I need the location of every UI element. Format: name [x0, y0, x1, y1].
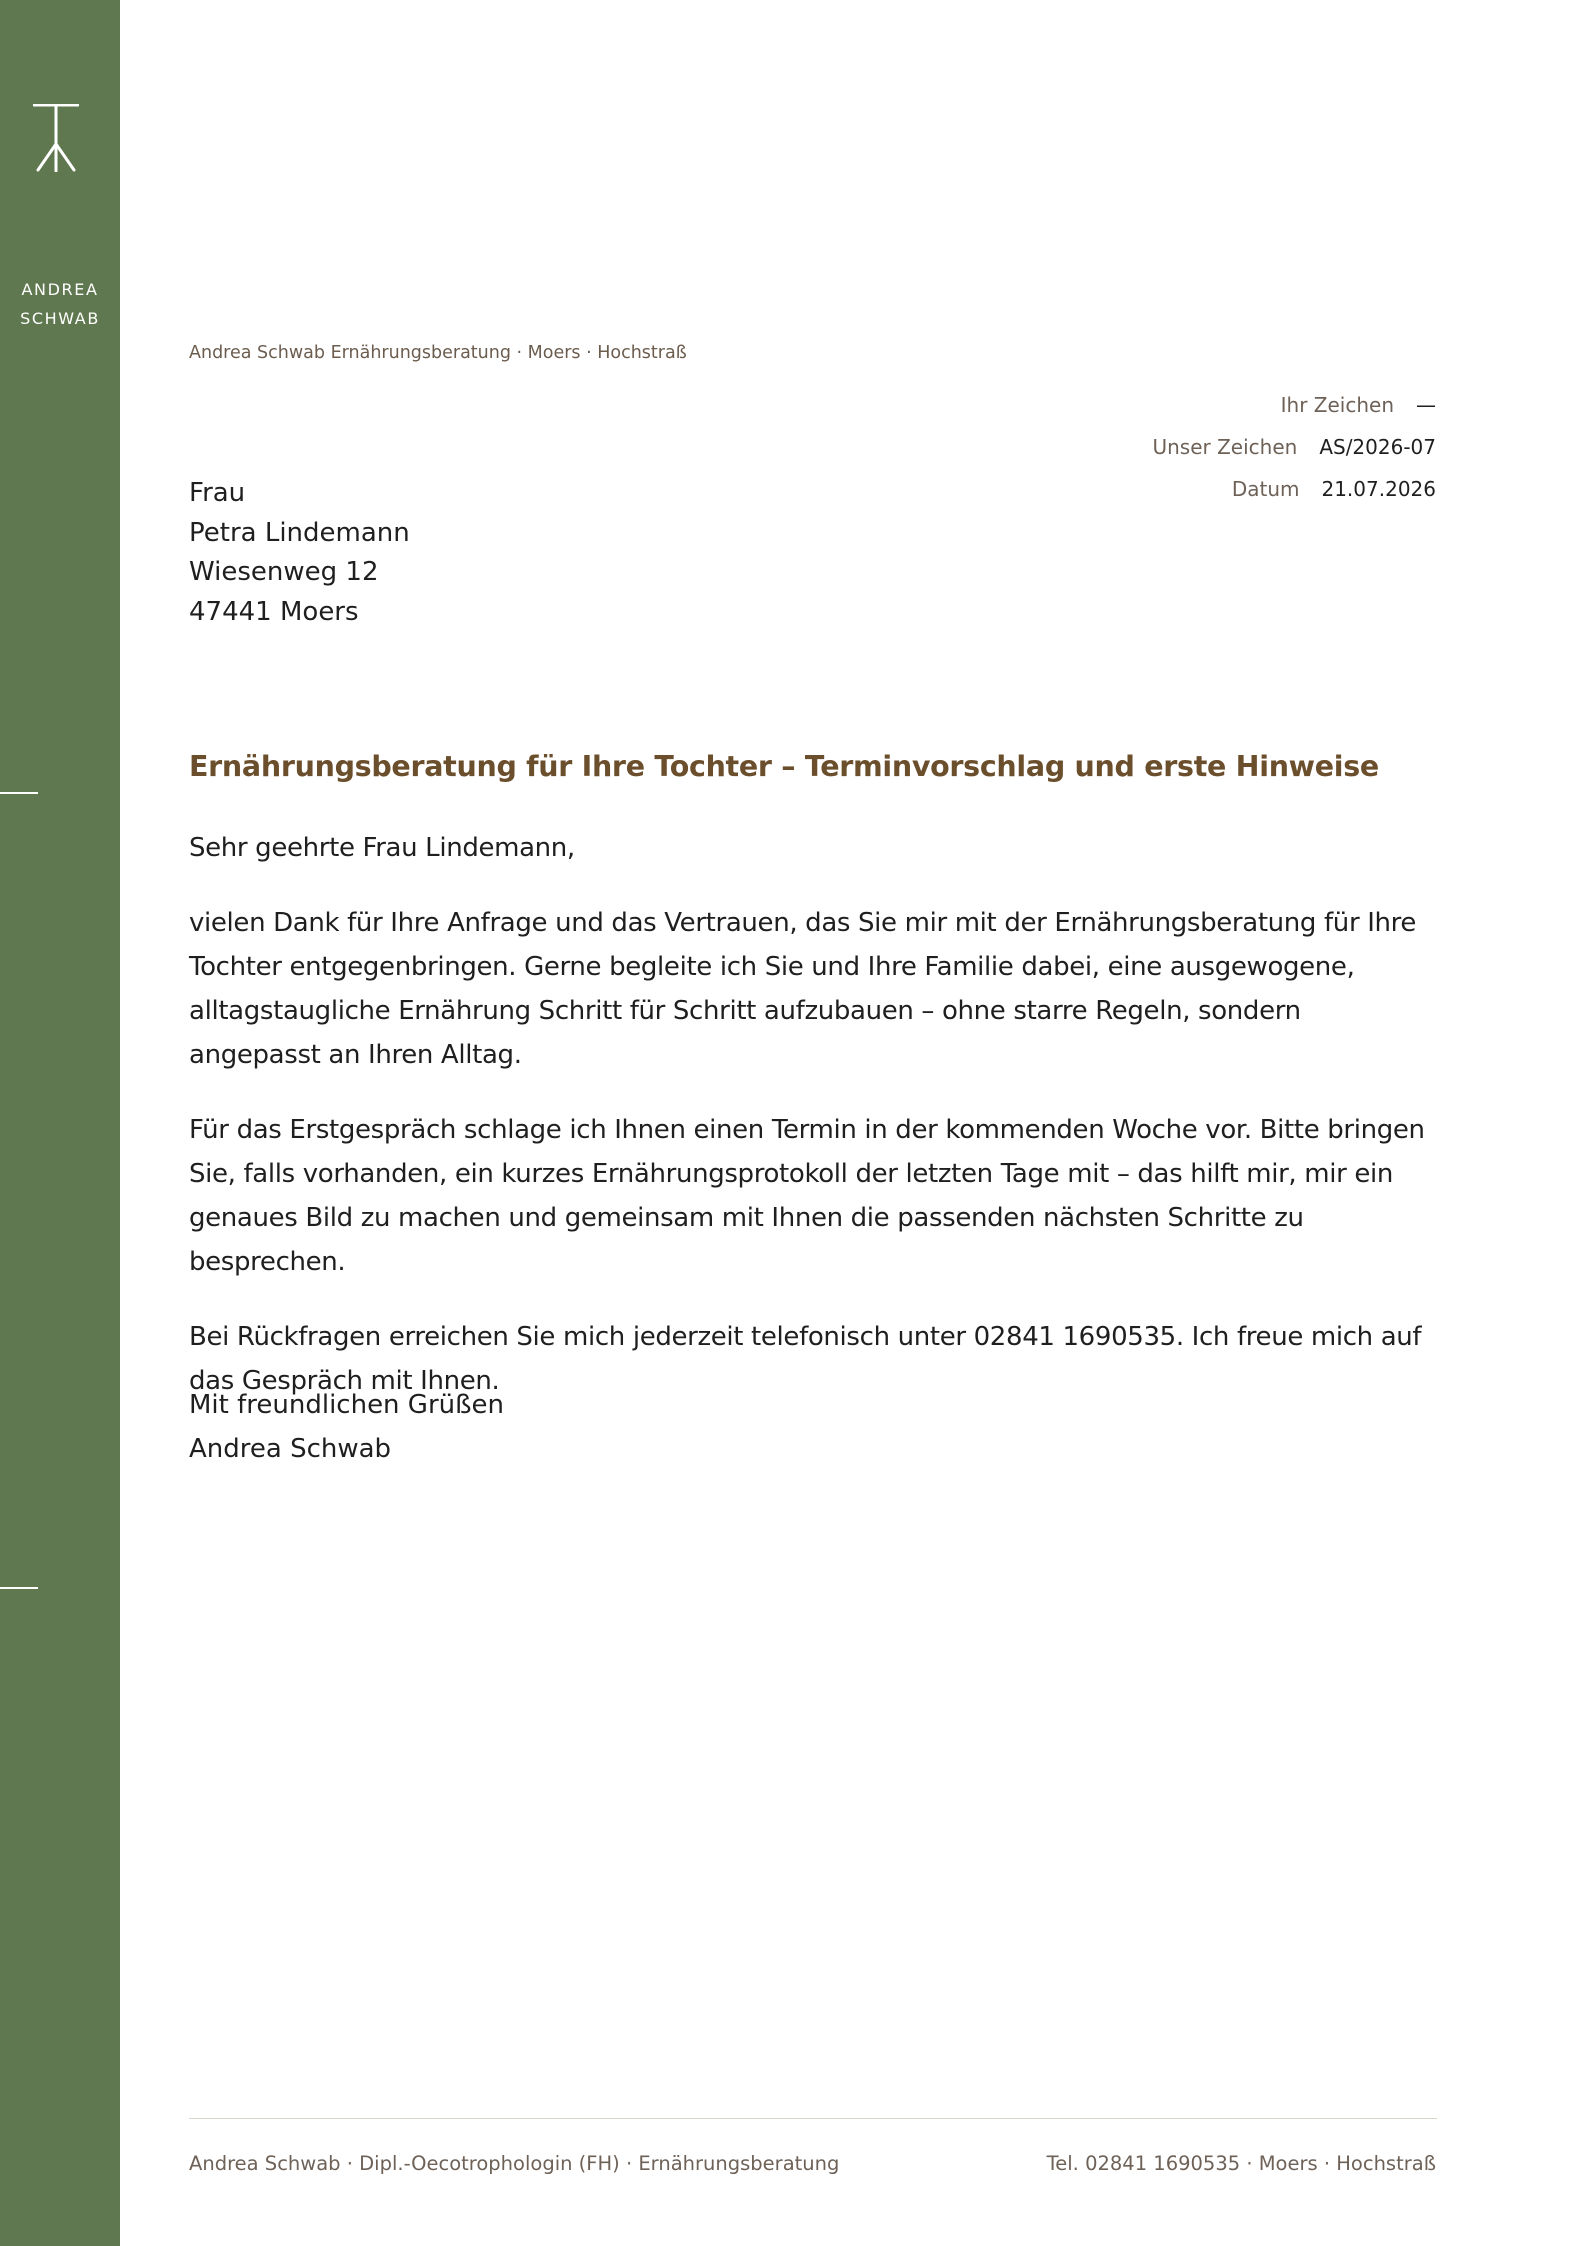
- footer-divider: [189, 2118, 1437, 2119]
- recipient-street: Wiesenweg 12: [189, 557, 379, 587]
- letter-closing: [189, 1383, 504, 1471]
- footer-contact-info: Tel. 02841 1690535 · Moers · Hochstraß: [1046, 2152, 1436, 2175]
- reference-value: AS/2026-07: [1319, 435, 1436, 459]
- sender-return-address: Andrea Schwab Ernährungsberatung · Moers · Hochstraß: [189, 343, 687, 363]
- reference-row-ihr-zeichen: [1152, 384, 1436, 426]
- recipient-name: Petra Lindemann: [189, 517, 410, 548]
- recipient-city: 47441 Moers: [189, 596, 359, 627]
- brand-first-name: ANDREA: [21, 280, 99, 299]
- fold-mark-bottom: [0, 1587, 38, 1589]
- reference-label: Unser Zeichen: [1152, 435, 1298, 459]
- footer-sender-info: Andrea Schwab · Dipl.-Oecotrophologin (FH) · Ernährungsberatung: [189, 2152, 840, 2175]
- recipient-salutation: Frau: [189, 478, 246, 508]
- closing-signature-name: Andrea Schwab: [189, 1434, 392, 1464]
- letter-salutation: Sehr geehrte Frau Lindemann,: [189, 833, 575, 863]
- body-paragraph: Für das Erstgespräch schlage ich Ihnen einen Termin in der kommenden Woche vor. Bitte bringen Sie, falls vorhanden, ein kurzes Ernährungsprotokoll der letzten Tage mit – das hilft mir, mir ein genaues Bild zu machen und gemeinsam mit Ihnen die passenden nächsten Schritte zu besprechen.: [189, 1115, 1425, 1277]
- recipient-address: [189, 474, 410, 632]
- sidebar: [0, 0, 120, 2246]
- reference-row-datum: [1152, 468, 1436, 510]
- letter-subject: Ernährungsberatung für Ihre Tochter – Terminvorschlag und erste Hinweise: [189, 750, 1379, 783]
- letter-body: [189, 826, 1439, 1434]
- closing-greeting: Mit freundlichen Grüßen: [189, 1390, 504, 1420]
- fold-mark-top: [0, 792, 38, 794]
- body-paragraph: vielen Dank für Ihre Anfrage und das Vertrauen, das Sie mir mit der Ernährungsberatung für Ihre Tochter entgegenbringen. Gerne begleite ich Sie und Ihre Familie dabei, eine ausgewogene, alltagstaugliche Ernährung Schritt für Schritt aufzubauen – ohne starre Regeln, sondern angepasst an Ihren Alltag.: [189, 908, 1417, 1070]
- reference-value: 21.07.2026: [1321, 477, 1436, 501]
- reference-row-unser-zeichen: [1152, 426, 1436, 468]
- body-paragraph: Bei Rückfragen erreichen Sie mich jederzeit telefonisch unter 02841 1690535. Ich freue mich auf das Gespräch mit Ihnen.: [189, 1322, 1422, 1396]
- reference-label: Datum: [1231, 477, 1300, 501]
- reference-label: Ihr Zeichen: [1280, 393, 1394, 417]
- brand-last-name: SCHWAB: [20, 309, 100, 328]
- brand-name: [0, 275, 120, 333]
- reference-value: —: [1416, 393, 1436, 417]
- reference-block: [1152, 384, 1436, 510]
- tree-root-icon: [33, 104, 79, 172]
